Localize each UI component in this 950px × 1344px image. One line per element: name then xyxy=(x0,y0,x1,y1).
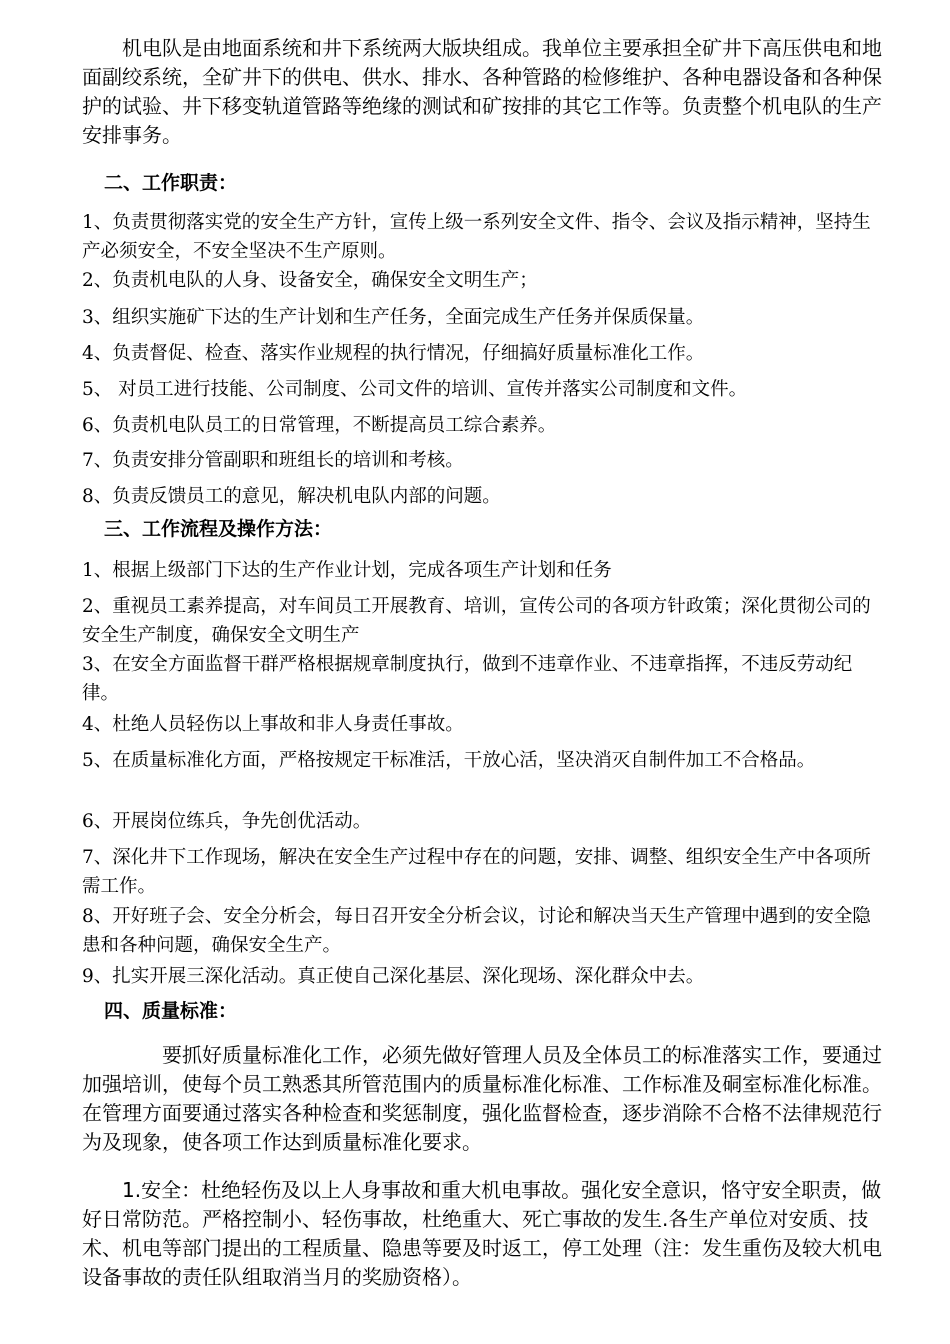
list-item: 8、开好班子会、安全分析会，每日召开安全分析会议，讨论和解决当天生产管理中遇到的安全隐患和各种问题，确保安全生产。 xyxy=(82,906,871,956)
list-item: 2、负责机电队的人身、设备安全，确保安全文明生产； xyxy=(82,270,538,291)
list-item: 6、开展岗位练兵，争先创优活动。 xyxy=(82,811,372,832)
list-item: 7、负责安排分管副职和班组长的培训和考核。 xyxy=(82,450,464,471)
list-item: 5、 对员工进行技能、公司制度、公司文件的培训、宣传并落实公司制度和文件。 xyxy=(82,379,748,400)
list-item: 8、负责反馈员工的意见，解决机电队内部的问题。 xyxy=(82,486,501,507)
list-item: 1、负责贯彻落实党的安全生产方针，宣传上级一系列安全文件、指令、会议及指示精神，坚持生产必须安全，不安全坚决不生产原则。 xyxy=(82,212,871,262)
list-item: 3、组织实施矿下达的生产计划和生产任务，全面完成生产任务并保质保量。 xyxy=(82,307,705,328)
list-item: 9、扎实开展三深化活动。真正使自己深化基层、深化现场、深化群众中去。 xyxy=(82,966,705,987)
safety-paragraph: 1.安全：杜绝轻伤及以上人身事故和重大机电事故。强化安全意识，恪守安全职责，做好日常防范。严格控制小、轻伤事故，杜绝重大、死亡事故的发生.各生产单位对安质、技术、机电等部门提出的工程质量、隐患等要及时返工，停工处理（注：发生重伤及较大机电设备事故的责任队组取消当月的奖励资格）。 xyxy=(82,1178,882,1289)
section-heading-duties: 二、工作职责： xyxy=(104,172,238,194)
section-heading-quality: 四、质量标准： xyxy=(104,1000,238,1022)
intro-paragraph: 机电队是由地面系统和井下系统两大版块组成。我单位主要承担全矿井下高压供电和地面副绞系统，全矿井下的供电、供水、排水、各种管路的检修维护、各种电器设备和各种保护的试验、井下移变轨道管路等绝缘的测试和矿按排的其它工作等。负责整个机电队的生产安排事务。 xyxy=(82,36,882,147)
list-item: 2、重视员工素养提高，对车间员工开展教育、培训，宣传公司的各项方针政策；深化贯彻公司的安全生产制度，确保安全文明生产 xyxy=(82,596,871,646)
quality-paragraph: 要抓好质量标准化工作，必须先做好管理人员及全体员工的标准落实工作，要通过加强培训，使每个员工熟悉其所管范围内的质量标准化标准、工作标准及硐室标准化标准。在管理方面要通过落实各种检查和奖惩制度，强化监督检查，逐步消除不合格不法律规范行为及现象，使各项工作达到质量标准化要求。 xyxy=(82,1043,882,1154)
list-item: 7、深化井下工作现场，解决在安全生产过程中存在的问题，安排、调整、组织安全生产中各项所需工作。 xyxy=(82,847,871,897)
list-item: 5、在质量标准化方面，严格按规定干标准活，干放心活，坚决消灭自制件加工不合格品。 xyxy=(82,750,816,771)
list-item: 3、在安全方面监督干群严格根据规章制度执行，做到不违章作业、不违章指挥，不违反劳动纪律。 xyxy=(82,654,853,704)
list-item: 4、杜绝人员轻伤以上事故和非人身责任事故。 xyxy=(82,714,464,735)
list-item: 6、负责机电队员工的日常管理，不断提高员工综合素养。 xyxy=(82,415,557,436)
section-heading-workflow: 三、工作流程及操作方法： xyxy=(104,518,333,540)
list-item: 4、负责督促、检查、落实作业规程的执行情况，仔细搞好质量标准化工作。 xyxy=(82,343,705,364)
list-item: 1、根据上级部门下达的生产作业计划，完成各项生产计划和任务 xyxy=(82,560,612,581)
